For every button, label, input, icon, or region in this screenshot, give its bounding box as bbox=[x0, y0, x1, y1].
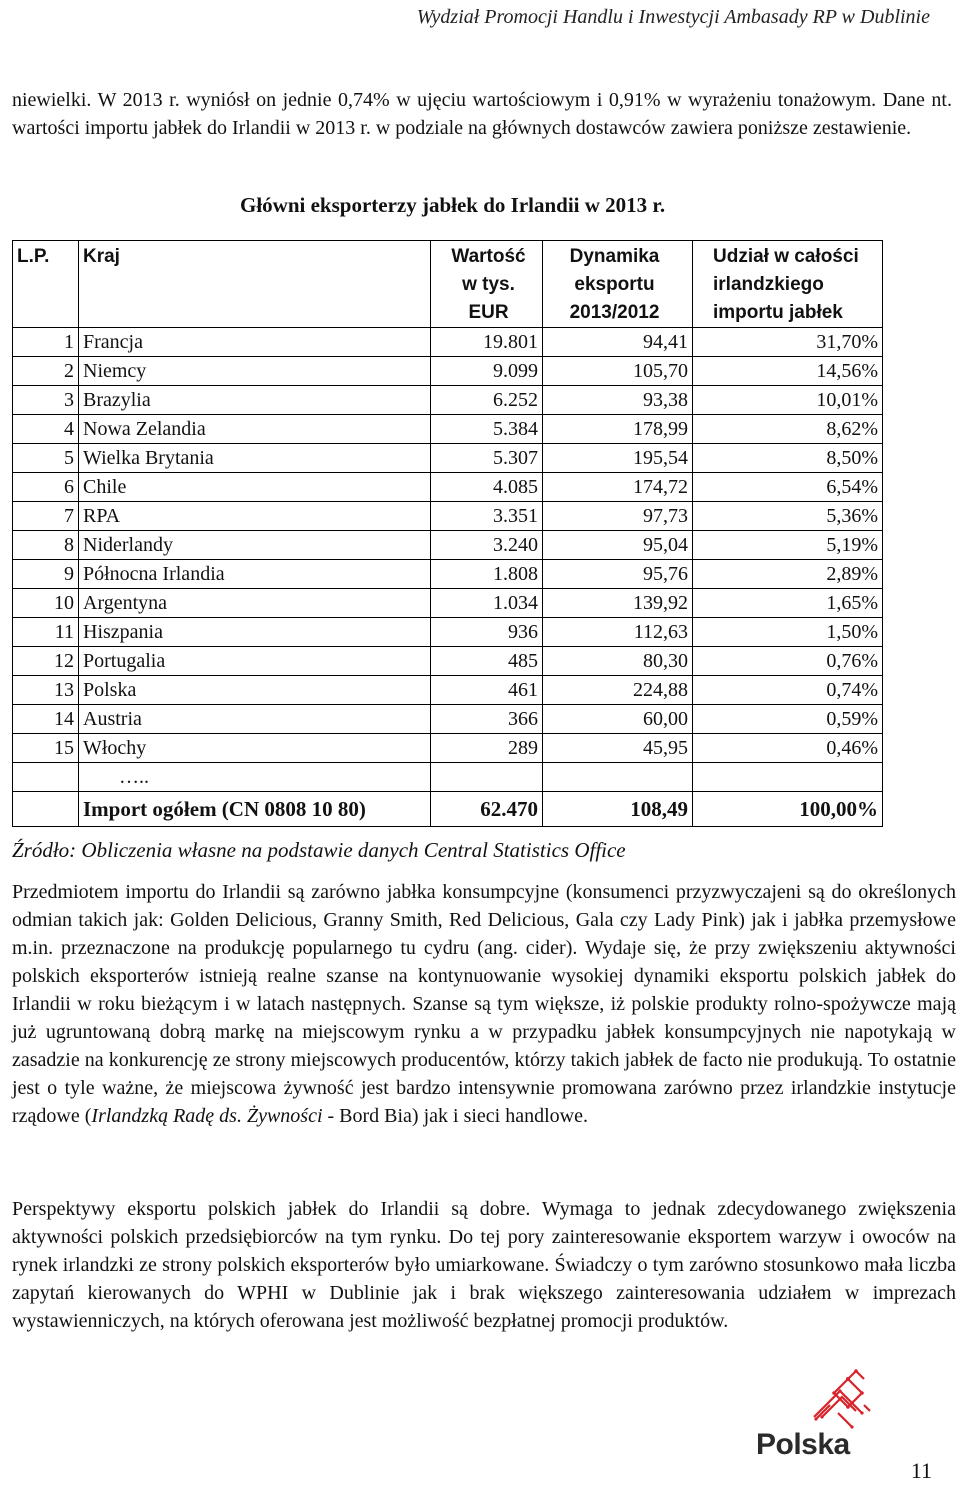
header-kraj bbox=[79, 241, 431, 328]
logo-text: Polska bbox=[756, 1428, 850, 1461]
row-lp: 3 bbox=[13, 386, 79, 415]
header-dynamika: Dynamika eksportu 2013/2012 bbox=[543, 241, 693, 328]
row-kraj: Chile bbox=[79, 473, 431, 502]
row-lp: 5 bbox=[13, 444, 79, 473]
row-lp: 1 bbox=[13, 328, 79, 357]
paragraph-import-types-text: Przedmiotem importu do Irlandii są zarówno jabłka konsumpcyjne (konsumenci przyzwyczajeni są do określonych odmian takich jak: Golden Delicious, Granny Smith, Red Delicious, Gala czy Lady Pink) jak i jabłka przemysłowe m.in. przeznaczone na produkcję popularnego tu cydru (ang. cider). Wydaje się, że przy zwiększeniu aktywności polskich eksporterów istnieją realne szanse na kontynuowanie wysokiej dynamiki eksportu polskich jabłek do Irlandii w roku bieżącym i w latach następnych. Szanse są tym większe, iż polskie produkty rolno-spożywcze mają już ugruntowaną dobrą markę na miejscowym rynku a w przypadku jabłek konsumpcyjnych nie napotykają w zasadzie na konkurencję ze strony miejscowych producentów, którzy takich jabłek de facto nie produkują. To ostatnie jest o tyle ważne, że miejscowa żywność jest bardzo intensywnie promowana zarówno przez irlandzkie instytucje rządowe ( bbox=[12, 881, 956, 1127]
row-dynamika: 94,41 bbox=[543, 328, 693, 357]
paragraph-perspectives: Perspektywy eksportu polskich jabłek do Irlandii są dobre. Wymaga to jednak zdecydowanego zwiększenia aktywności polskich przedsiębiorców na tym rynku. Do tej pory zainteresowanie eksportem warzyw i owoców na rynek irlandzki ze strony polskich eksporterów było umiarkowane. Świadczy o tym zarówno stosunkowo mała liczba zapytań kierowanych do WPHI w Dublinie jak i brak większego zainteresowania udziałem w imprezach wystawienniczych, na których oferowana jest możliwość bezpłatnej promocji produktów. bbox=[12, 1198, 956, 1332]
row-udzial: 0,59% bbox=[693, 705, 883, 734]
row-dynamika: 95,04 bbox=[543, 531, 693, 560]
row-wartosc: 3.240 bbox=[431, 531, 543, 560]
intro-paragraph: niewielki. W 2013 r. wyniósł on jednie 0,74% w ujęciu wartościowym i 0,91% w wyrażeniu tonażowym. Dane nt. wartości importu jabłek do Irlandii w 2013 r. w podziale na głównych dostawców zawiera poniższe zestawienie. bbox=[12, 89, 952, 139]
row-kraj: Wielka Brytania bbox=[79, 444, 431, 473]
row-wartosc: 1.808 bbox=[431, 560, 543, 589]
row-udzial: 8,62% bbox=[693, 415, 883, 444]
row-kraj: Argentyna bbox=[79, 589, 431, 618]
row-kraj: Francja bbox=[79, 328, 431, 357]
row-lp: 11 bbox=[13, 618, 79, 647]
table-row bbox=[13, 705, 883, 734]
row-lp: 2 bbox=[13, 357, 79, 386]
row-wartosc: 289 bbox=[431, 734, 543, 763]
row-wartosc: 5.384 bbox=[431, 415, 543, 444]
row-dynamika: 60,00 bbox=[543, 705, 693, 734]
row-kraj: Austria bbox=[79, 705, 431, 734]
paragraph-import-types bbox=[12, 878, 956, 1130]
table-row bbox=[13, 560, 883, 589]
row-wartosc: 461 bbox=[431, 676, 543, 705]
row-wartosc: 5.307 bbox=[431, 444, 543, 473]
row-wartosc bbox=[431, 763, 543, 792]
table-body bbox=[13, 328, 883, 792]
row-udzial: 31,70% bbox=[693, 328, 883, 357]
row-dynamika: 178,99 bbox=[543, 415, 693, 444]
row-wartosc: 1.034 bbox=[431, 589, 543, 618]
row-lp: 10 bbox=[13, 589, 79, 618]
paragraph-import-types-italic: Irlandzką Radę ds. Żywności bbox=[91, 1105, 323, 1127]
row-dynamika: 105,70 bbox=[543, 357, 693, 386]
total-udzial: 100,00% bbox=[693, 792, 883, 827]
table-row bbox=[13, 734, 883, 763]
row-wartosc: 485 bbox=[431, 647, 543, 676]
table-row bbox=[13, 328, 883, 357]
row-udzial: 10,01% bbox=[693, 386, 883, 415]
row-udzial: 0,46% bbox=[693, 734, 883, 763]
table-title: Główni eksporterzy jabłek do Irlandii w 2013 r. bbox=[240, 193, 666, 217]
row-dynamika: 195,54 bbox=[543, 444, 693, 473]
table-total-row bbox=[13, 792, 883, 827]
table-row bbox=[13, 386, 883, 415]
row-dynamika: 112,63 bbox=[543, 618, 693, 647]
table-row bbox=[13, 473, 883, 502]
exporters-table bbox=[12, 240, 883, 827]
row-wartosc: 19.801 bbox=[431, 328, 543, 357]
row-udzial: 14,56% bbox=[693, 357, 883, 386]
row-udzial: 5,36% bbox=[693, 502, 883, 531]
row-dynamika bbox=[543, 763, 693, 792]
row-udzial: 1,50% bbox=[693, 618, 883, 647]
table-row bbox=[13, 531, 883, 560]
row-lp: 4 bbox=[13, 415, 79, 444]
row-kraj: Nowa Zelandia bbox=[79, 415, 431, 444]
row-udzial: 2,89% bbox=[693, 560, 883, 589]
row-wartosc: 3.351 bbox=[431, 502, 543, 531]
row-kraj: Niemcy bbox=[79, 357, 431, 386]
row-wartosc: 936 bbox=[431, 618, 543, 647]
row-lp: 15 bbox=[13, 734, 79, 763]
row-kraj: Północna Irlandia bbox=[79, 560, 431, 589]
row-wartosc: 6.252 bbox=[431, 386, 543, 415]
header-lp: L.P. bbox=[13, 241, 79, 328]
row-udzial: 1,65% bbox=[693, 589, 883, 618]
table-row bbox=[13, 618, 883, 647]
row-lp: 6 bbox=[13, 473, 79, 502]
row-lp: 8 bbox=[13, 531, 79, 560]
row-kraj: Hiszpania bbox=[79, 618, 431, 647]
row-dynamika: 97,73 bbox=[543, 502, 693, 531]
row-wartosc: 366 bbox=[431, 705, 543, 734]
row-udzial: 6,54% bbox=[693, 473, 883, 502]
table-row bbox=[13, 502, 883, 531]
page-number: 11 bbox=[910, 1458, 932, 1483]
row-dynamika: 95,76 bbox=[543, 560, 693, 589]
row-udzial: 5,19% bbox=[693, 531, 883, 560]
row-dynamika: 139,92 bbox=[543, 589, 693, 618]
header-udzial: Udział w całości irlandzkiego importu jabłek bbox=[693, 241, 883, 328]
row-udzial: 0,74% bbox=[693, 676, 883, 705]
row-kraj: Polska bbox=[79, 676, 431, 705]
table-row bbox=[13, 676, 883, 705]
row-kraj: Brazylia bbox=[79, 386, 431, 415]
header-wartosc: Wartość w tys. EUR bbox=[431, 241, 543, 328]
row-lp: 13 bbox=[13, 676, 79, 705]
row-lp bbox=[13, 763, 79, 792]
row-dynamika: 174,72 bbox=[543, 473, 693, 502]
row-dynamika: 224,88 bbox=[543, 676, 693, 705]
row-kraj: Niderlandy bbox=[79, 531, 431, 560]
table-row bbox=[13, 444, 883, 473]
total-label: Import ogółem (CN 0808 10 80) bbox=[79, 792, 431, 827]
header-kraj-label: Kraj bbox=[83, 246, 120, 267]
table-source-note: Źródło: Obliczenia własne na podstawie danych Central Statistics Office bbox=[12, 838, 626, 862]
paragraph-import-types-end: - Bord Bia) jak i sieci handlowe. bbox=[322, 1105, 588, 1127]
row-dynamika: 80,30 bbox=[543, 647, 693, 676]
row-kraj: ….. bbox=[79, 763, 431, 792]
row-lp: 7 bbox=[13, 502, 79, 531]
row-udzial bbox=[693, 763, 883, 792]
row-kraj: RPA bbox=[79, 502, 431, 531]
total-wartosc: 62.470 bbox=[431, 792, 543, 827]
row-lp: 9 bbox=[13, 560, 79, 589]
table-row bbox=[13, 763, 883, 792]
row-lp: 12 bbox=[13, 647, 79, 676]
total-lp-cell bbox=[13, 792, 79, 827]
table-row bbox=[13, 647, 883, 676]
table-row bbox=[13, 415, 883, 444]
row-lp: 14 bbox=[13, 705, 79, 734]
total-dynamika: 108,49 bbox=[543, 792, 693, 827]
logo-pattern bbox=[814, 1371, 870, 1427]
row-dynamika: 93,38 bbox=[543, 386, 693, 415]
row-kraj: Włochy bbox=[79, 734, 431, 763]
row-kraj: Portugalia bbox=[79, 647, 431, 676]
table-row bbox=[13, 589, 883, 618]
document-header: Wydział Promocji Handlu i Inwestycji Ambasady RP w Dublinie bbox=[416, 6, 930, 28]
table-header-row bbox=[13, 241, 883, 328]
row-wartosc: 4.085 bbox=[431, 473, 543, 502]
row-udzial: 8,50% bbox=[693, 444, 883, 473]
row-dynamika: 45,95 bbox=[543, 734, 693, 763]
row-wartosc: 9.099 bbox=[431, 357, 543, 386]
table-row bbox=[13, 357, 883, 386]
row-udzial: 0,76% bbox=[693, 647, 883, 676]
